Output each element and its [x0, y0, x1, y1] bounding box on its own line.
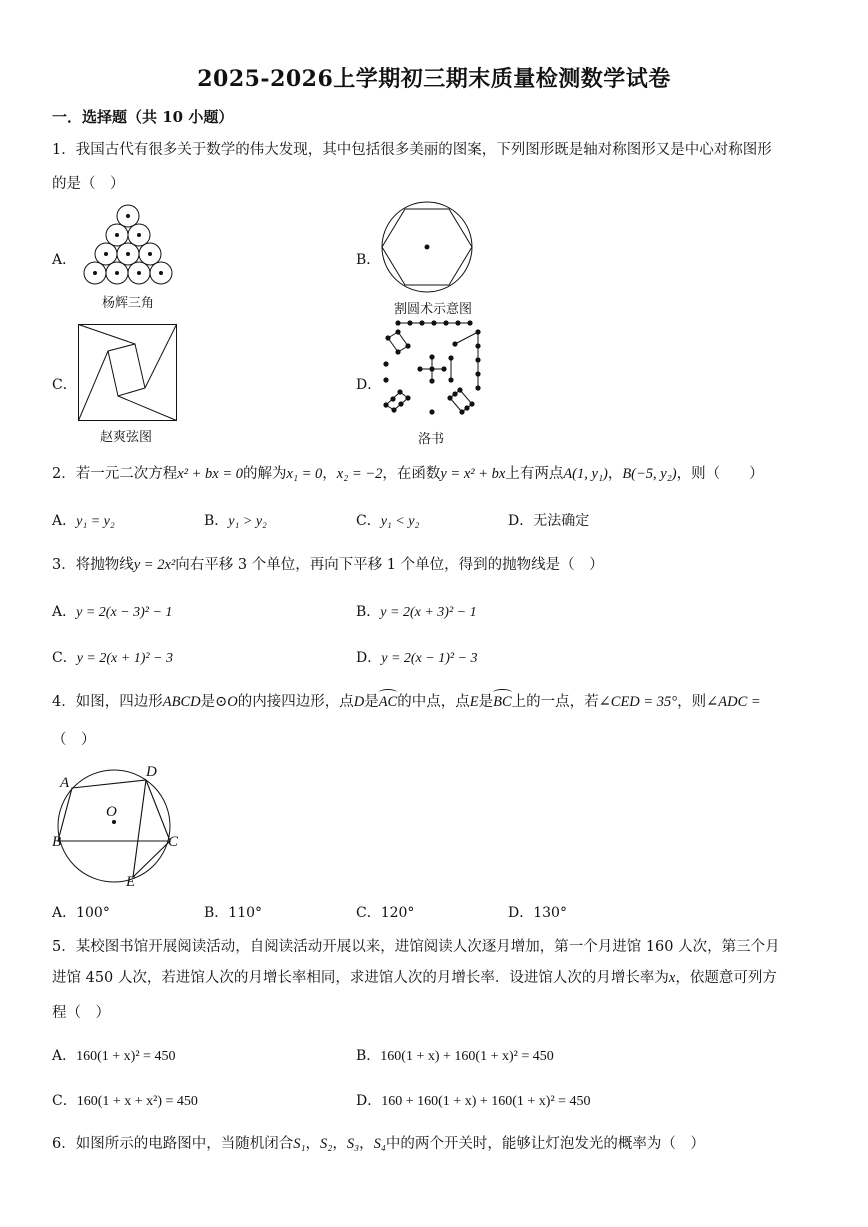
q3-stem: 3．将抛物线y = 2x²向右平移 3 个单位，再向下平移 1 个单位，得到的抛物线是（ ） — [52, 557, 604, 573]
q2-stem: 2．若一元二次方程x² + bx = 0的解为x₁ = 0，x₂ = −2，在函数y = x² + bx上有两点A(1, y₁)，B(−5, y₂)，则（ ） — [52, 466, 764, 482]
q5-stem-line2: 进馆 450 人次，若进馆人次的月增长率相同，求进馆人次的月增长率．设进馆人次的月增长率为x，依题意可列方 — [52, 970, 777, 986]
q4-label-a: A — [60, 775, 70, 791]
q1-stem-line2: 的是（ ） — [52, 176, 125, 192]
q2-option-b: B．y₁ > y₂ — [204, 513, 267, 529]
q5-stem-line3: 程（ ） — [52, 1005, 110, 1021]
q2-function: y = x² + bx — [440, 466, 506, 482]
switch-s3: S₃ — [346, 1136, 360, 1152]
switch-s4: S₄ — [373, 1136, 386, 1152]
q4-circle-figure — [52, 760, 192, 890]
q4-option-c: C．120° — [356, 905, 415, 921]
q4-option-a: A．100° — [52, 905, 110, 921]
q4-label-d: D — [146, 764, 157, 780]
q2-x2: x₂ = −2 — [336, 466, 383, 482]
q4-stem-line1: 4．如图，四边形ABCD是⊙O的内接四边形，点D是AC的中点，点E是BC上的一点，若∠CED = 35°，则∠ADC = — [52, 694, 761, 710]
q5-option-a: A．160(1 + x)² = 450 — [52, 1048, 176, 1064]
q1-stem-line1: 1．我国古代有很多关于数学的伟大发现，其中包括很多美丽的图案，下列图形既是轴对称图形又是中心对称图形 — [52, 142, 772, 158]
q1-caption-b: 割圆术示意图 — [394, 302, 473, 317]
q2-text-2: ，在函数 — [382, 466, 441, 482]
circle-hexagon-figure — [380, 201, 476, 297]
q3-equation: y = 2x² — [133, 557, 176, 573]
q2-text-1: 的解为 — [243, 466, 287, 482]
q2-text-4: ，则（ ） — [676, 466, 764, 482]
q3-option-a: A．y = 2(x − 3)² − 1 — [52, 604, 173, 620]
q1-caption-d: 洛书 — [418, 432, 445, 447]
luoshu-figure — [378, 318, 488, 418]
q3-option-b: B．y = 2(x + 3)² − 1 — [356, 604, 477, 620]
switch-s2: S₂ — [320, 1136, 333, 1152]
q2-option-c: C．y₁ < y₂ — [356, 513, 420, 529]
q1-option-d-label: D． — [356, 377, 382, 393]
q5-stem-line1: 5．某校图书馆开展阅读活动，自阅读活动开展以来，进馆阅读人次逐月增加，第一个月进馆 160 人次，第三个月 — [52, 939, 780, 955]
q2-text-3: 上有两点 — [505, 466, 564, 482]
zhao-shuang-figure — [78, 324, 178, 422]
q4-label-b: B — [52, 834, 62, 850]
q4-stem-line2: （ ） — [52, 732, 96, 748]
q2-point-b: B(−5, y₂) — [622, 466, 677, 482]
q5-option-d: D．160 + 160(1 + x) + 160(1 + x)² = 450 — [356, 1093, 591, 1109]
q2-point-a: A(1, y₁) — [563, 466, 608, 482]
q1-caption-c: 赵爽弦图 — [100, 430, 153, 445]
q1-option-c-label: C． — [52, 377, 77, 393]
q4-label-c: C — [168, 834, 179, 850]
q3-option-d: D．y = 2(x − 1)² − 3 — [356, 650, 478, 666]
q6-stem: 6．如图所示的电路图中，当随机闭合S₁，S₂，S₃，S₄中的两个开关时，能够让灯泡发光的概率为（ ） — [52, 1136, 705, 1152]
q2-prefix: 2．若一元二次方程 — [52, 466, 178, 482]
q1-caption-a: 杨辉三角 — [102, 296, 155, 311]
q3-option-c: C．y = 2(x + 1)² − 3 — [52, 650, 174, 666]
switch-s1: S₁ — [293, 1136, 306, 1152]
q1-option-b-label: B． — [356, 252, 381, 268]
q2-option-a: A．y₁ = y₂ — [52, 513, 115, 529]
q4-option-b: B．110° — [204, 905, 263, 921]
arc-ac: AC — [378, 694, 398, 710]
q5-option-c: C．160(1 + x + x²) = 450 — [52, 1093, 198, 1109]
q4-label-o: O — [106, 804, 117, 820]
q2-option-d: D．无法确定 — [508, 513, 590, 529]
yanghui-triangle-figure — [76, 202, 186, 292]
page-title: 2025-2026上学期初三期末质量检测数学试卷 — [197, 66, 671, 92]
q1-option-a-label: A． — [52, 252, 77, 268]
q2-x1: x₁ = 0 — [286, 466, 323, 482]
q4-option-d: D．130° — [508, 905, 567, 921]
section-heading: 一．选择题（共 10 小题） — [52, 108, 234, 126]
q5-option-b: B．160(1 + x) + 160(1 + x)² = 450 — [356, 1048, 554, 1064]
arc-bc: BC — [493, 694, 512, 710]
q4-label-e: E — [126, 874, 136, 890]
q2-equation: x² + bx = 0 — [177, 466, 244, 482]
